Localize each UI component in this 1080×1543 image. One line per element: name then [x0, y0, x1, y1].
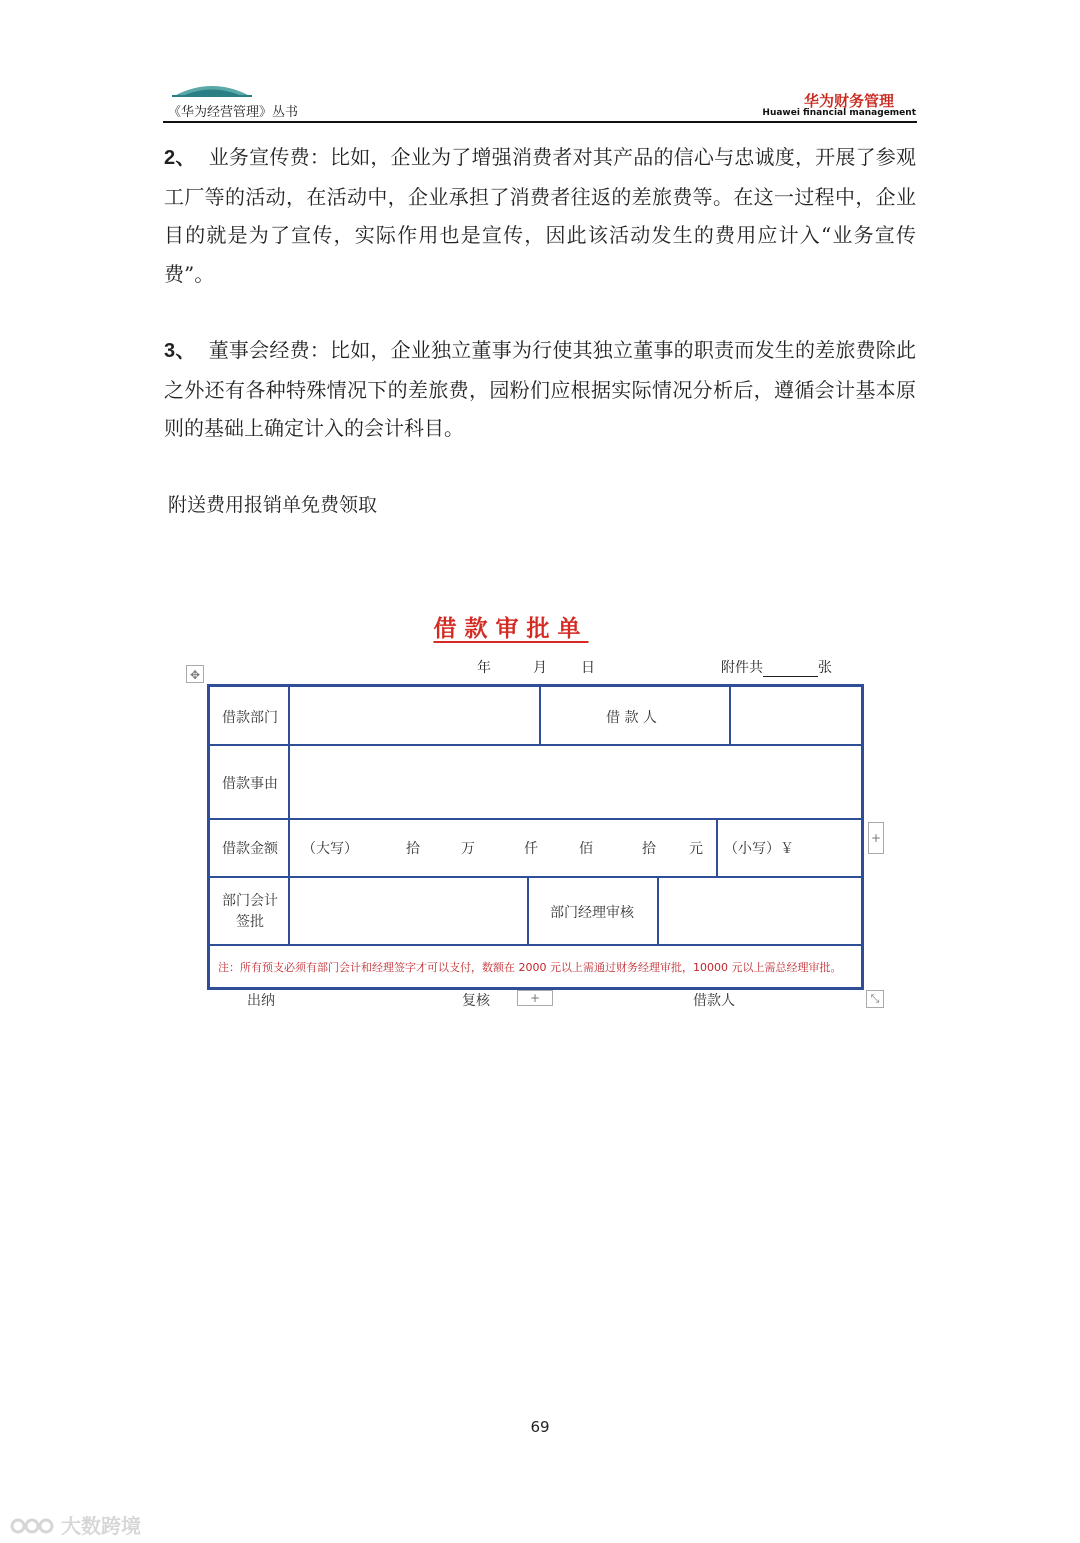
paragraph-3	[164, 331, 916, 448]
dept-accounting-line1: 部门会计	[222, 893, 278, 909]
reason-field[interactable]	[290, 747, 860, 817]
unit-qian-label: 仟	[524, 841, 538, 857]
borrower-signature-label: 借款人	[693, 993, 735, 1009]
date-month-label: 月	[533, 660, 547, 676]
paragraph-number: 3、	[164, 340, 196, 362]
unit-shi-label: 拾	[642, 841, 656, 857]
unit-bai-label: 佰	[579, 841, 593, 857]
date-year-label: 年	[477, 660, 491, 676]
page-number: 69	[530, 1418, 550, 1436]
department-label: 借款部门	[222, 710, 278, 726]
unit-yuan-label: 元	[689, 841, 703, 857]
dept-accounting-label	[222, 891, 278, 933]
free-offer-text: 附送费用报销单免费领取	[168, 494, 378, 516]
dept-manager-field[interactable]	[660, 879, 858, 943]
unit-shi-wan-label: 拾	[406, 841, 420, 857]
attachments-count	[721, 657, 832, 677]
watermark	[10, 1510, 141, 1539]
amount-label: 借款金额	[222, 841, 278, 857]
form-note: 注：所有预支必须有部门会计和经理签字才可以支付，数额在 2000 元以上需通过财务经理审批，10000 元以上需总经理审批。	[218, 961, 842, 974]
paragraph-number: 2、	[164, 147, 196, 169]
brand-name: 华为财务管理	[803, 92, 894, 110]
unit-wan-label: 万	[461, 841, 475, 857]
loan-approval-table	[207, 684, 864, 990]
attachments-blank	[763, 662, 818, 677]
logo-icon	[172, 80, 252, 98]
form-title: 借款审批单	[433, 615, 589, 642]
reviewer-label: 复核	[462, 993, 490, 1009]
table-move-icon[interactable]: ✥	[186, 665, 204, 683]
paragraph-2	[164, 138, 916, 293]
date-day-label: 日	[581, 660, 595, 676]
borrower-label: 借 款 人	[606, 710, 657, 726]
table-resize-icon[interactable]: ⤡	[866, 990, 884, 1008]
dept-manager-label: 部门经理审核	[550, 905, 634, 921]
dept-accounting-field[interactable]	[290, 879, 525, 943]
brand-name-en: Huawei financial management	[762, 108, 916, 118]
watermark-logo-icon	[10, 1514, 54, 1536]
attachments-suffix: 张	[818, 660, 832, 676]
reason-label: 借款事由	[222, 776, 278, 792]
amount-upper-label: （大写）	[302, 841, 358, 857]
borrower-field[interactable]	[732, 689, 858, 742]
paragraph-text: 业务宣传费：比如，企业为了增强消费者对其产品的信心与忠诚度，开展了参观工厂等的活动，在活动中，企业承担了消费者往返的差旅费等。在这一过程中，企业目的就是为了宣传，实际作用也是宣传，因此该活动发生的费用应计入“业务宣传费”。	[164, 145, 917, 286]
cashier-label: 出纳	[247, 993, 275, 1009]
watermark-text: 大数跨境	[60, 1514, 141, 1538]
attachments-prefix: 附件共	[721, 660, 763, 676]
amount-lower-label: （小写）￥	[724, 841, 794, 857]
add-column-icon[interactable]: +	[868, 822, 884, 854]
header-divider	[163, 121, 917, 123]
add-row-icon[interactable]: +	[517, 990, 553, 1006]
series-title: 《华为经营管理》丛书	[168, 105, 299, 120]
department-field[interactable]	[290, 689, 537, 742]
paragraph-text: 董事会经费：比如，企业独立董事为行使其独立董事的职责而发生的差旅费除此之外还有各种特殊情况下的差旅费，园粉们应根据实际情况分析后，遵循会计基本原则的基础上确定计入的会计科目。	[164, 338, 917, 441]
dept-accounting-line2: 签批	[236, 914, 264, 930]
